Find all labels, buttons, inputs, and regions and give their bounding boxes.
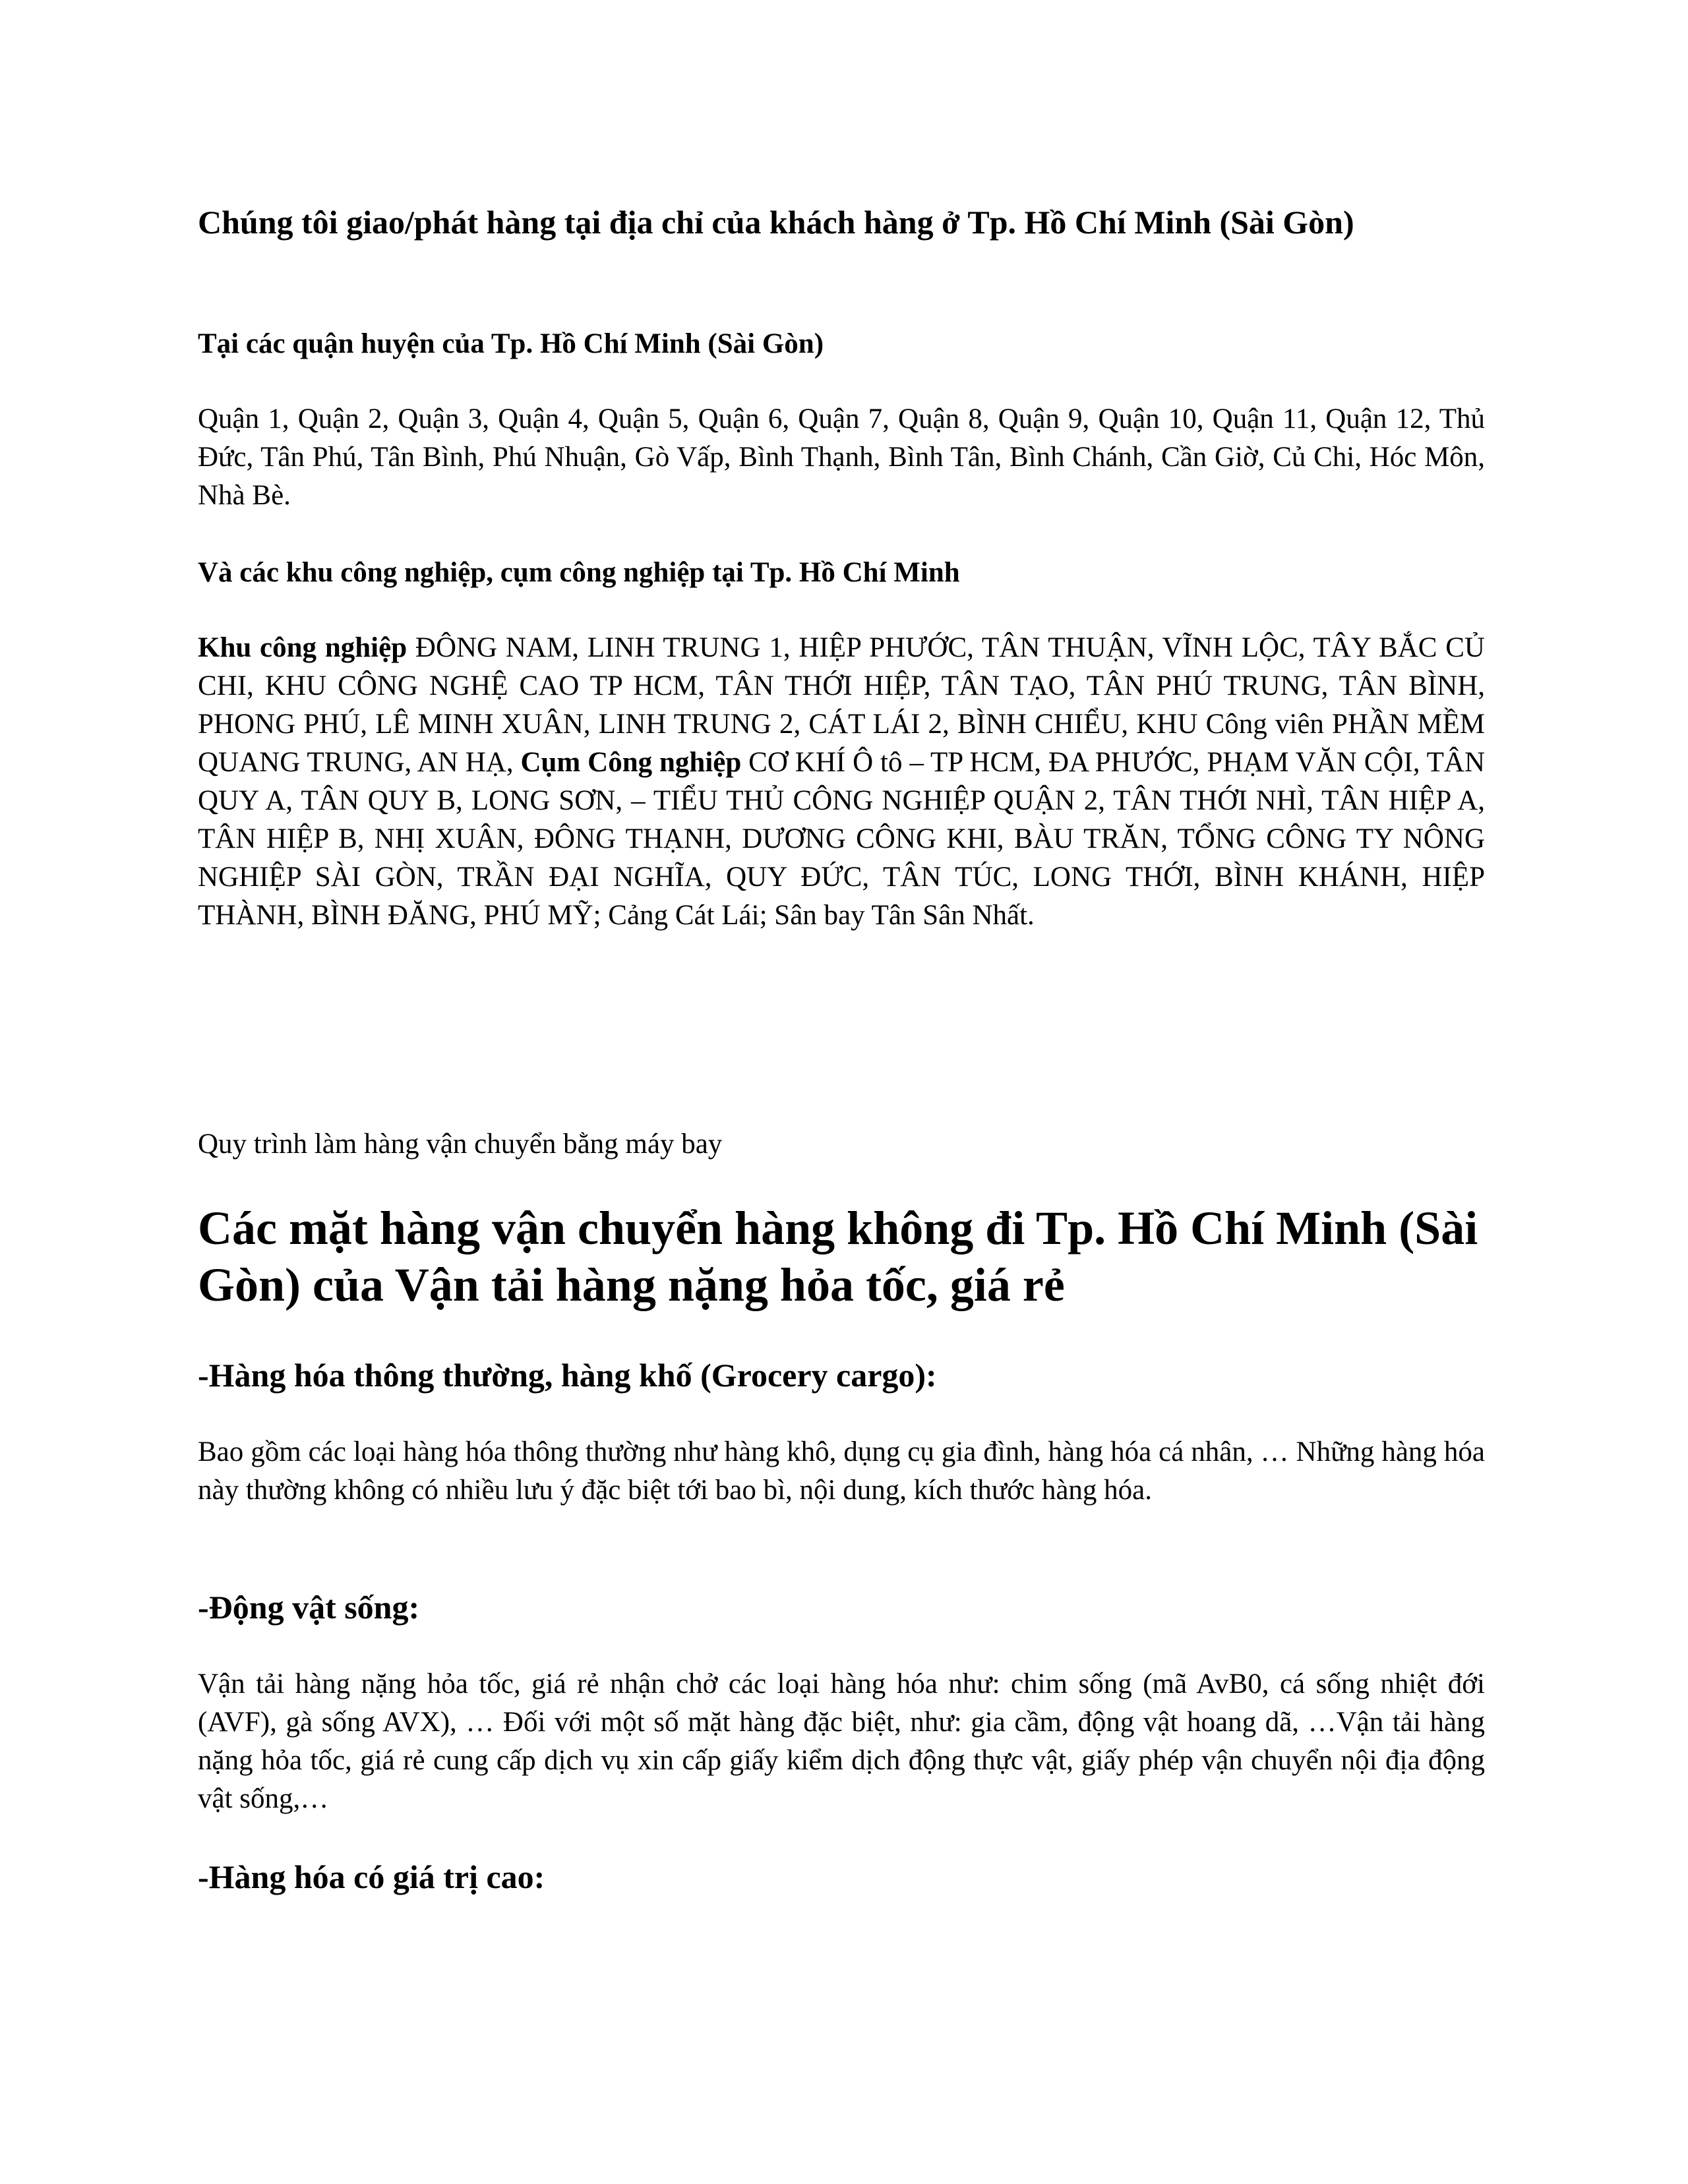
process-link[interactable]: Quy trình làm hàng vận chuyển bằng máy bay (198, 1129, 723, 1160)
section-high-value-heading: -Hàng hóa có giá trị cao: (198, 1858, 545, 1895)
industrial-paragraph (198, 629, 1485, 935)
section-grocery-text: Bao gồm các loại hàng hóa thông thường như hàng khô, dụng cụ gia đình, hàng hóa cá nhân, … Những hàng hóa này thường không có nhiều lưu ý đặc biệt tới bao bì, nội dung, kích thước hàng hóa. (198, 1436, 1485, 1506)
districts-heading: Tại các quận huyện của Tp. Hồ Chí Minh (Sài Gòn) (198, 328, 824, 359)
section-live-animals-text: Vận tải hàng nặng hỏa tốc, giá rẻ nhận chở các loại hàng hóa như: chim sống (mã AvB0, cá sống nhiệt đới (AVF), gà sống AVX), … Đối với một số mặt hàng đặc biệt, như: gia cầm, động vật hoang dã, …Vận tải hàng nặng hỏa tốc, giá rẻ cung cấp dịch vụ xin cấp giấy kiểm dịch động thực vật, giấy phép vận chuyển nội địa động vật sống,… (198, 1668, 1485, 1814)
industrial-heading: Và các khu công nghiệp, cụm công nghiệp tại Tp. Hồ Chí Minh (198, 557, 960, 588)
main-heading: Các mặt hàng vận chuyển hàng không đi Tp. Hồ Chí Minh (Sài Gòn) của Vận tải hàng nặng hỏa tốc, giá rẻ (198, 1202, 1478, 1311)
districts-paragraph: Quận 1, Quận 2, Quận 3, Quận 4, Quận 5, Quận 6, Quận 7, Quận 8, Quận 9, Quận 10, Quận 11, Quận 12, Thủ Đức, Tân Phú, Tân Bình, Phú Nhuận, Gò Vấp, Bình Thạnh, Bình Tân, Bình Chánh, Cần Giờ, Củ Chi, Hóc Môn, Nhà Bè. (198, 403, 1485, 511)
delivery-heading: Chúng tôi giao/phát hàng tại địa chỉ của khách hàng ở Tp. Hồ Chí Minh (Sài Gòn) (198, 204, 1354, 241)
section-grocery-heading: -Hàng hóa thông thường, hàng khố (Grocery cargo): (198, 1357, 937, 1394)
section-live-animals-heading: -Động vật sống: (198, 1589, 420, 1626)
industrial-zones-list: ĐÔNG NAM, LINH TRUNG 1, HIỆP PHƯỚC, TÂN THUẬN, VĨNH LỘC, TÂY BẮC CỦ CHI, KHU CÔNG NGHỆ CAO TP HCM, TÂN THỚI HIỆP, TÂN TẠO, TÂN PHÚ TRUNG, TÂN BÌNH, PHONG PHÚ, LÊ MINH XUÂN, LINH TRUNG 2, CÁT LÁI 2, BÌNH CHIỂU, KHU Công viên PHẦN MỀM QUANG TRUNG, AN HẠ, (198, 632, 1485, 778)
industrial-clusters-label: Cụm Công nghiệp (520, 747, 742, 778)
industrial-zones-label: Khu công nghiệp (198, 632, 407, 663)
industrial-clusters-list: CƠ KHÍ Ô tô – TP HCM, ĐA PHƯỚC, PHẠM VĂN CỘI, TÂN QUY A, TÂN QUY B, LONG SƠN, – TIỂU THỦ CÔNG NGHIỆP QUẬN 2, TÂN THỚI NHÌ, TÂN HIỆP A, TÂN HIỆP B, NHỊ XUÂN, ĐÔNG THẠNH, DƯƠNG CÔNG KHI, BÀU TRĂN, TỔNG CÔNG TY NÔNG NGHIỆP SÀI GÒN, TRẦN ĐẠI NGHĨA, QUY ĐỨC, TÂN TÚC, LONG THỚI, BÌNH KHÁNH, HIỆP THÀNH, BÌNH ĐĂNG, PHÚ MỸ; Cảng Cát Lái; Sân bay Tân Sân Nhất. (198, 747, 1485, 931)
